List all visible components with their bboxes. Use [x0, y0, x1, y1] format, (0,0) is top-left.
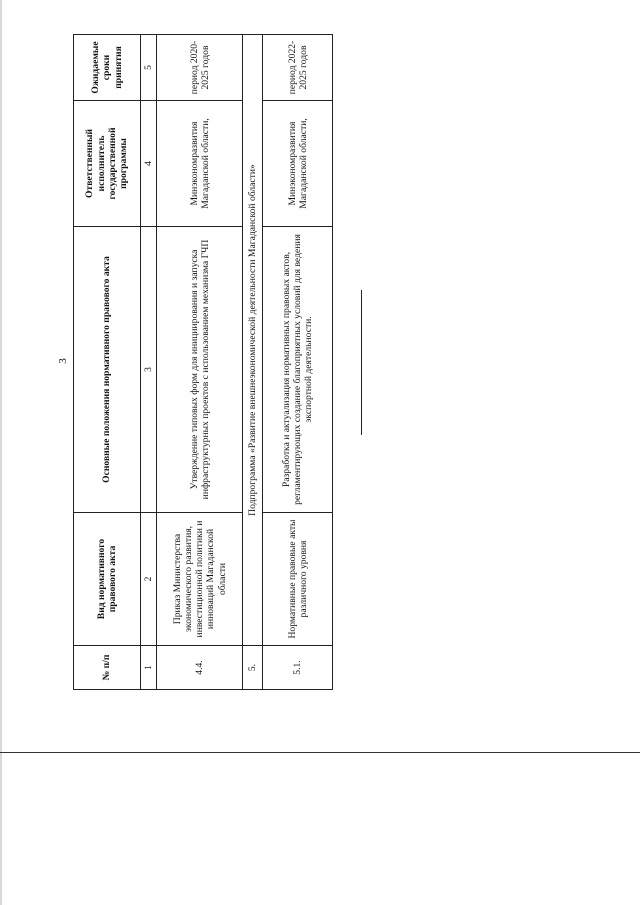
- col-index-5: 5: [141, 35, 157, 101]
- row-num: 5.1.: [263, 646, 333, 690]
- scan-edge: [0, 0, 2, 905]
- row-terms: период 2022-2025 годов: [263, 35, 333, 101]
- subprogram-num: 5.: [243, 646, 263, 690]
- table-row: [263, 35, 333, 690]
- end-of-document-line: [361, 290, 362, 435]
- row-executor: Минэкономразвития Магаданской области,: [157, 101, 243, 227]
- row-provisions: Утверждение типовых форм для инициирования и запуска инфраструктурных проектов с использованием механизма ГЧП: [157, 227, 243, 513]
- header-provisions: Основные положения нормативного правового акта: [74, 227, 141, 513]
- table-row: [157, 35, 243, 690]
- header-act-type: Вид нормативного правового акта: [74, 513, 141, 646]
- rotated-table-wrapper: [73, 35, 331, 690]
- row-terms: период 2020-2025 годов: [157, 35, 243, 101]
- header-num: № п/п: [74, 646, 141, 690]
- row-executor: Минэкономразвития Магаданской области,: [263, 101, 333, 227]
- row-num: 4.4.: [157, 646, 243, 690]
- column-index-row: [141, 35, 157, 690]
- row-act-type: Приказ Министерства экономического развития, инвестиционной политики и инноваций Магаданской области: [157, 513, 243, 646]
- col-index-3: 3: [141, 227, 157, 513]
- col-index-2: 2: [141, 513, 157, 646]
- row-provisions: Разработка и актуализация нормативных правовых актов, регламентирующих создание благоприятных условий для ведения экспортной деятельности.: [263, 227, 333, 513]
- col-index-4: 4: [141, 101, 157, 227]
- row-act-type: Нормативные правовые акты различного уровня: [263, 513, 333, 646]
- col-index-1: 1: [141, 646, 157, 690]
- table-header-row: [74, 35, 141, 690]
- page-number: 3: [57, 358, 69, 364]
- page-separator-rule: [0, 752, 640, 753]
- subprogram-row: [243, 35, 263, 690]
- regulatory-acts-table: [73, 34, 333, 690]
- header-terms: Ожидаемые сроки принятия: [74, 35, 141, 101]
- header-executor: Ответственный исполнитель государственной программы: [74, 101, 141, 227]
- subprogram-title: Подпрограмма «Развитие внешнеэкономической деятельности Магаданской области»: [243, 35, 263, 646]
